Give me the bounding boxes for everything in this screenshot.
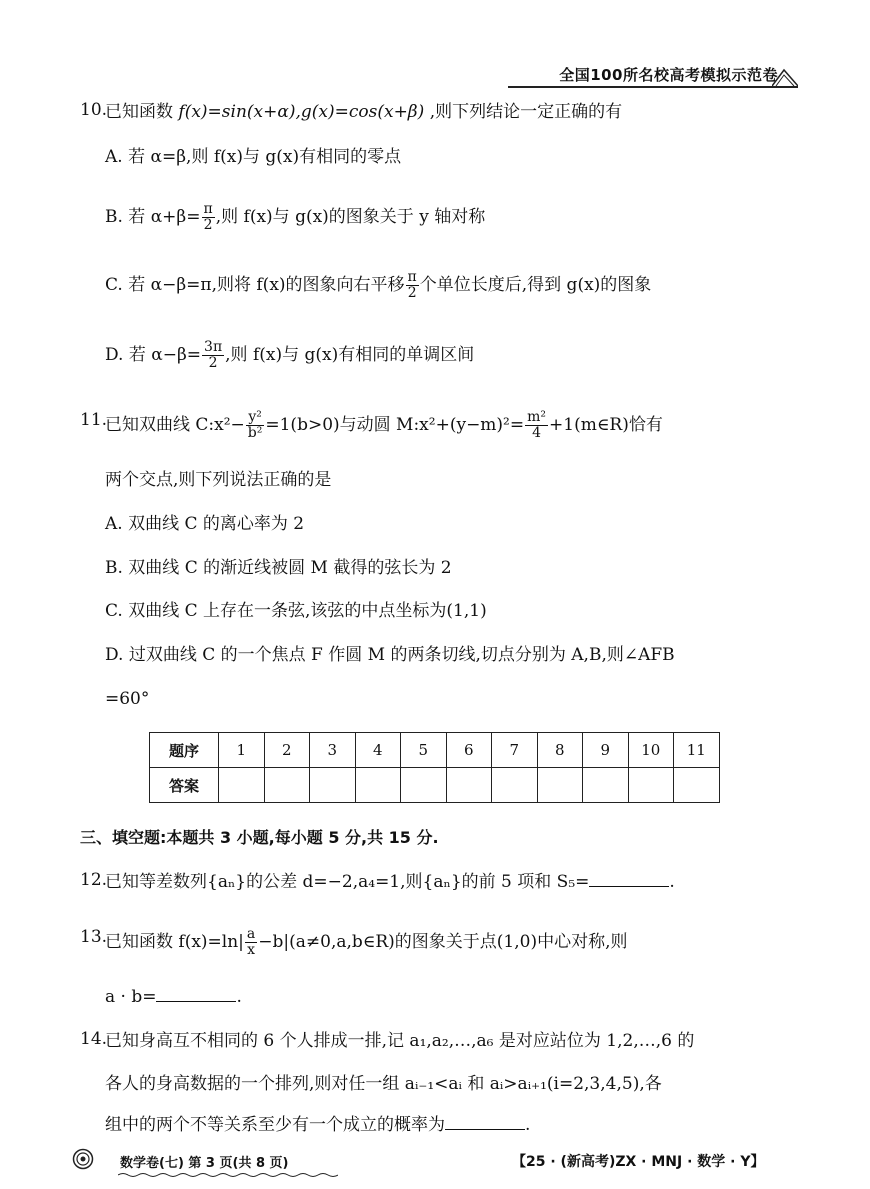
- answer-table-number: 2: [264, 733, 310, 768]
- fraction-denominator: b²: [247, 425, 263, 441]
- answer-cell: [401, 768, 447, 803]
- answer-cell: [537, 768, 583, 803]
- q13-answer-blank: [156, 985, 236, 1002]
- q10-number: 10.: [80, 100, 108, 120]
- header-underline: [508, 86, 798, 88]
- footer-wave-decoration: [118, 1172, 338, 1178]
- answer-table-number: 6: [446, 733, 492, 768]
- q10-option-b-fraction: [202, 202, 215, 233]
- fraction-denominator: 4: [532, 425, 542, 441]
- q10-option-d-post: ,则 f(x)与 g(x)有相同的单调区间: [225, 345, 475, 365]
- answer-cell: [310, 768, 356, 803]
- q10-stem-formula: f(x)=sin(x+α),g(x)=cos(x+β): [178, 102, 425, 122]
- q11-option-b: B. 双曲线 C 的渐近线被圆 M 截得的弦长为 2: [105, 558, 452, 578]
- fraction-denominator: x: [247, 942, 256, 958]
- q11-stem-line2: 两个交点,则下列说法正确的是: [105, 470, 332, 490]
- q11-stem: [105, 410, 663, 441]
- q14-line2: 各人的身高数据的一个排列,则对任一组 aᵢ₋₁<aᵢ 和 aᵢ>aᵢ₊₁(i=2,3,4,5),各: [105, 1074, 662, 1094]
- q13-number: 13.: [80, 927, 108, 947]
- q13-fraction: [245, 927, 257, 958]
- answer-table-number: 1: [219, 733, 265, 768]
- answer-table: [149, 732, 720, 803]
- answer-table-number: 8: [537, 733, 583, 768]
- footer-page-info: 数学卷(七) 第 3 页(共 8 页): [120, 1156, 289, 1171]
- answer-table-number: 9: [583, 733, 629, 768]
- q14-end: .: [525, 1115, 531, 1135]
- q12-end: .: [669, 872, 675, 892]
- q10-option-d: [105, 340, 474, 371]
- answer-cell: [674, 768, 720, 803]
- q11-number: 11.: [80, 410, 108, 430]
- answer-table-answer-row: [150, 768, 720, 803]
- answer-cell: [355, 768, 401, 803]
- q12-number: 12.: [80, 870, 108, 890]
- header-roof-icon: [772, 66, 798, 88]
- fraction-numerator: π: [203, 201, 213, 217]
- answer-table-number: 10: [628, 733, 674, 768]
- answer-table-number: 7: [492, 733, 538, 768]
- answer-cell: [219, 768, 265, 803]
- q11-stem-part1: 已知双曲线 C:x²−: [105, 415, 245, 435]
- q11-fraction-2: [525, 410, 548, 441]
- q13-end: .: [236, 987, 242, 1007]
- q10-option-d-pre: D. 若 α−β=: [105, 345, 202, 365]
- q11-stem-part2: =1(b>0)与动圆 M:x²+(y−m)²=: [265, 415, 525, 435]
- answer-cell: [628, 768, 674, 803]
- answer-table-number: 4: [355, 733, 401, 768]
- q14-answer-blank: [445, 1113, 525, 1130]
- q13-line2: [105, 985, 242, 1009]
- fraction-denominator: 2: [208, 355, 218, 371]
- fraction-numerator: y²: [246, 410, 265, 426]
- q10-option-d-fraction: [202, 340, 224, 371]
- fraction-numerator: 3π: [204, 339, 223, 355]
- answer-table-number: 11: [674, 733, 720, 768]
- answer-table-row-label: 题序: [150, 733, 219, 768]
- q13-post: −b|(a≠0,a,b∈R)的图象关于点(1,0)中心对称,则: [258, 932, 628, 952]
- q10-option-c-fraction: [406, 270, 419, 301]
- q11-option-a: A. 双曲线 C 的离心率为 2: [105, 514, 305, 534]
- q10-stem-b: ,则下列结论一定正确的有: [429, 102, 623, 122]
- fraction-numerator: a: [246, 926, 256, 942]
- answer-table-header-row: [150, 733, 720, 768]
- q11-fraction-1: [246, 410, 265, 441]
- q11-option-d-line2: =60°: [105, 689, 150, 709]
- fraction-numerator: m²: [527, 409, 547, 425]
- answer-table-row-label: 答案: [150, 768, 219, 803]
- q14-line3: [105, 1113, 530, 1137]
- fraction-numerator: π: [407, 269, 417, 285]
- fraction-denominator: 2: [407, 285, 417, 301]
- q12-stem: [105, 870, 675, 894]
- section-heading: 三、填空题:本题共 3 小题,每小题 5 分,共 15 分.: [80, 828, 439, 847]
- footer-logo-icon: [72, 1148, 94, 1170]
- q14-number: 14.: [80, 1029, 108, 1049]
- q11-option-c: C. 双曲线 C 上存在一条弦,该弦的中点坐标为(1,1): [105, 601, 487, 621]
- q13-stem: [105, 927, 628, 958]
- q14-line3-text: 组中的两个不等关系至少有一个成立的概率为: [105, 1115, 445, 1135]
- q10-option-c: [105, 270, 651, 301]
- q10-option-b-post: ,则 f(x)与 g(x)的图象关于 y 轴对称: [215, 207, 486, 227]
- answer-cell: [446, 768, 492, 803]
- q13-pre: 已知函数 f(x)=ln|: [105, 932, 244, 952]
- q12-text: 已知等差数列{aₙ}的公差 d=−2,a₄=1,则{aₙ}的前 5 项和 S₅=: [105, 872, 590, 892]
- q10-option-b-pre: B. 若 α+β=: [105, 207, 201, 227]
- q10-stem: [105, 100, 622, 124]
- footer-code: 【25 · (新高考)ZX · MNJ · 数学 · Y】: [512, 1154, 765, 1170]
- answer-table-number: 3: [310, 733, 356, 768]
- answer-cell: [492, 768, 538, 803]
- q12-answer-blank: [589, 870, 669, 887]
- q10-option-c-post: 个单位长度后,得到 g(x)的图象: [419, 275, 652, 295]
- fraction-denominator: 2: [203, 217, 213, 233]
- answer-cell: [264, 768, 310, 803]
- q11-option-d-line1: D. 过双曲线 C 的一个焦点 F 作圆 M 的两条切线,切点分别为 A,B,则∠AFB: [105, 645, 675, 665]
- answer-table-number: 5: [401, 733, 447, 768]
- q10-option-a: A. 若 α=β,则 f(x)与 g(x)有相同的零点: [105, 147, 402, 167]
- q10-option-c-pre: C. 若 α−β=π,则将 f(x)的图象向右平移: [105, 275, 405, 295]
- q10-stem-a: 已知函数: [105, 102, 173, 122]
- header-title: 全国100所名校高考模拟示范卷: [559, 66, 778, 84]
- q14-line1: 已知身高互不相同的 6 个人排成一排,记 a₁,a₂,…,a₆ 是对应站位为 1,2,…,6 的: [105, 1031, 695, 1051]
- q11-stem-part3: +1(m∈R)恰有: [549, 415, 663, 435]
- q13-line2-text: a · b=: [105, 987, 157, 1007]
- answer-cell: [583, 768, 629, 803]
- q10-option-b: [105, 202, 485, 233]
